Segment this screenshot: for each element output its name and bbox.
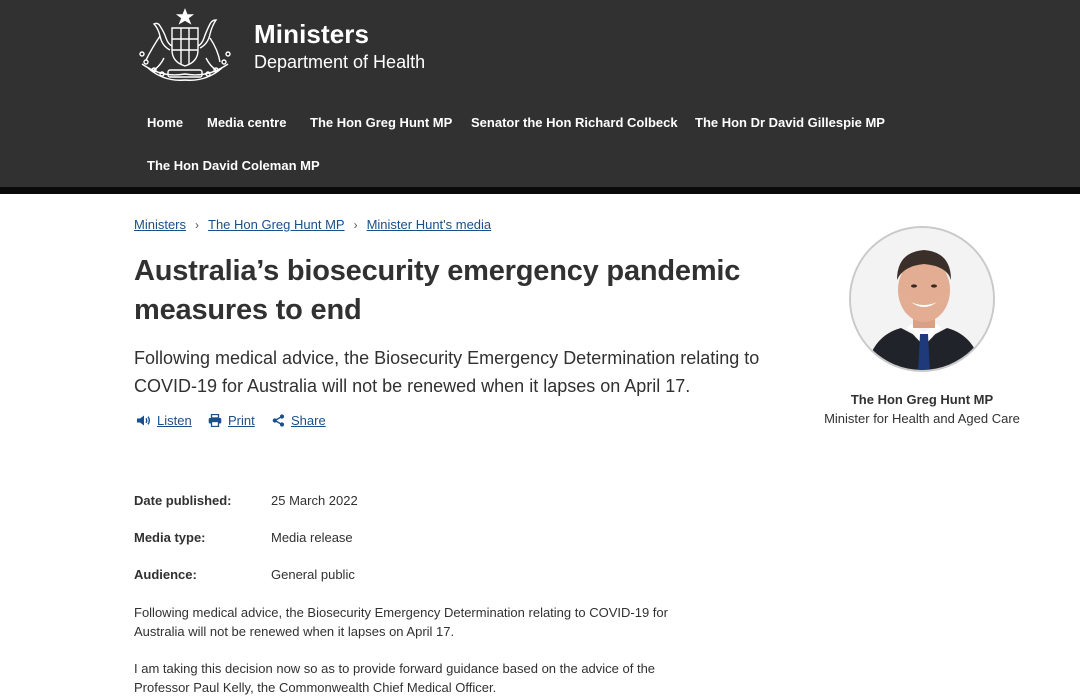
speaker-icon: [136, 414, 151, 427]
minister-photo: [851, 228, 995, 372]
nav-item-richard-colbeck[interactable]: Senator the Hon Richard Colbeck: [471, 115, 678, 130]
share-button[interactable]: [272, 413, 326, 428]
printer-icon: [208, 414, 222, 427]
minister-role: Minister for Health and Aged Care: [824, 411, 1020, 426]
site-subtitle[interactable]: Department of Health: [254, 52, 426, 72]
site-title[interactable]: Ministers: [254, 19, 370, 49]
date-published-value: 25 March 2022: [271, 493, 358, 508]
body-paragraph: Following medical advice, the Biosecurity Emergency Determination relating to COVID-19 for Australia will not be renewed when it lapses on April 17.: [134, 605, 668, 639]
article-lead: Following medical advice, the Biosecurity Emergency Determination relating to COVID-19 for Australia will not be renewed when it lapses on April 17.: [134, 348, 760, 396]
nav-item-media-centre[interactable]: Media centre: [207, 115, 287, 130]
date-published-label: Date published:: [134, 493, 232, 508]
header-divider: [0, 187, 1080, 194]
page-title: Australia’s biosecurity emergency pandemic measures to end: [134, 255, 741, 326]
body-paragraph: I am taking this decision now so as to provide forward guidance based on the advice of the Professor Paul Kelly, the Commonwealth Chief Medical Officer.: [134, 661, 656, 695]
listen-label: Listen: [157, 413, 192, 428]
media-type-label: Media type:: [134, 530, 206, 545]
breadcrumb-greg-hunt[interactable]: The Hon Greg Hunt MP: [208, 217, 345, 232]
site-header: [0, 0, 1080, 187]
nav-item-david-coleman[interactable]: The Hon David Coleman MP: [147, 158, 320, 173]
nav-item-home[interactable]: Home: [147, 115, 184, 130]
media-type-value: Media release: [271, 530, 353, 545]
listen-button[interactable]: [136, 413, 192, 428]
share-icon: [272, 414, 285, 427]
audience-value: General public: [271, 567, 355, 582]
audience-label: Audience:: [134, 567, 197, 582]
breadcrumb-ministers[interactable]: Ministers: [134, 217, 187, 232]
print-label: Print: [228, 413, 255, 428]
minister-portrait: [849, 226, 995, 372]
breadcrumb: [134, 217, 491, 232]
chevron-right-icon: ›: [353, 218, 358, 232]
minister-name: The Hon Greg Hunt MP: [850, 392, 994, 407]
share-label: Share: [291, 413, 326, 428]
nav-item-greg-hunt[interactable]: The Hon Greg Hunt MP: [310, 115, 453, 130]
chevron-right-icon: ›: [195, 218, 200, 232]
print-button[interactable]: [208, 413, 255, 428]
nav-item-david-gillespie[interactable]: The Hon Dr David Gillespie MP: [695, 115, 885, 130]
breadcrumb-minister-hunt-media[interactable]: Minister Hunt's media: [366, 217, 492, 232]
coat-of-arms-icon[interactable]: [134, 8, 236, 84]
